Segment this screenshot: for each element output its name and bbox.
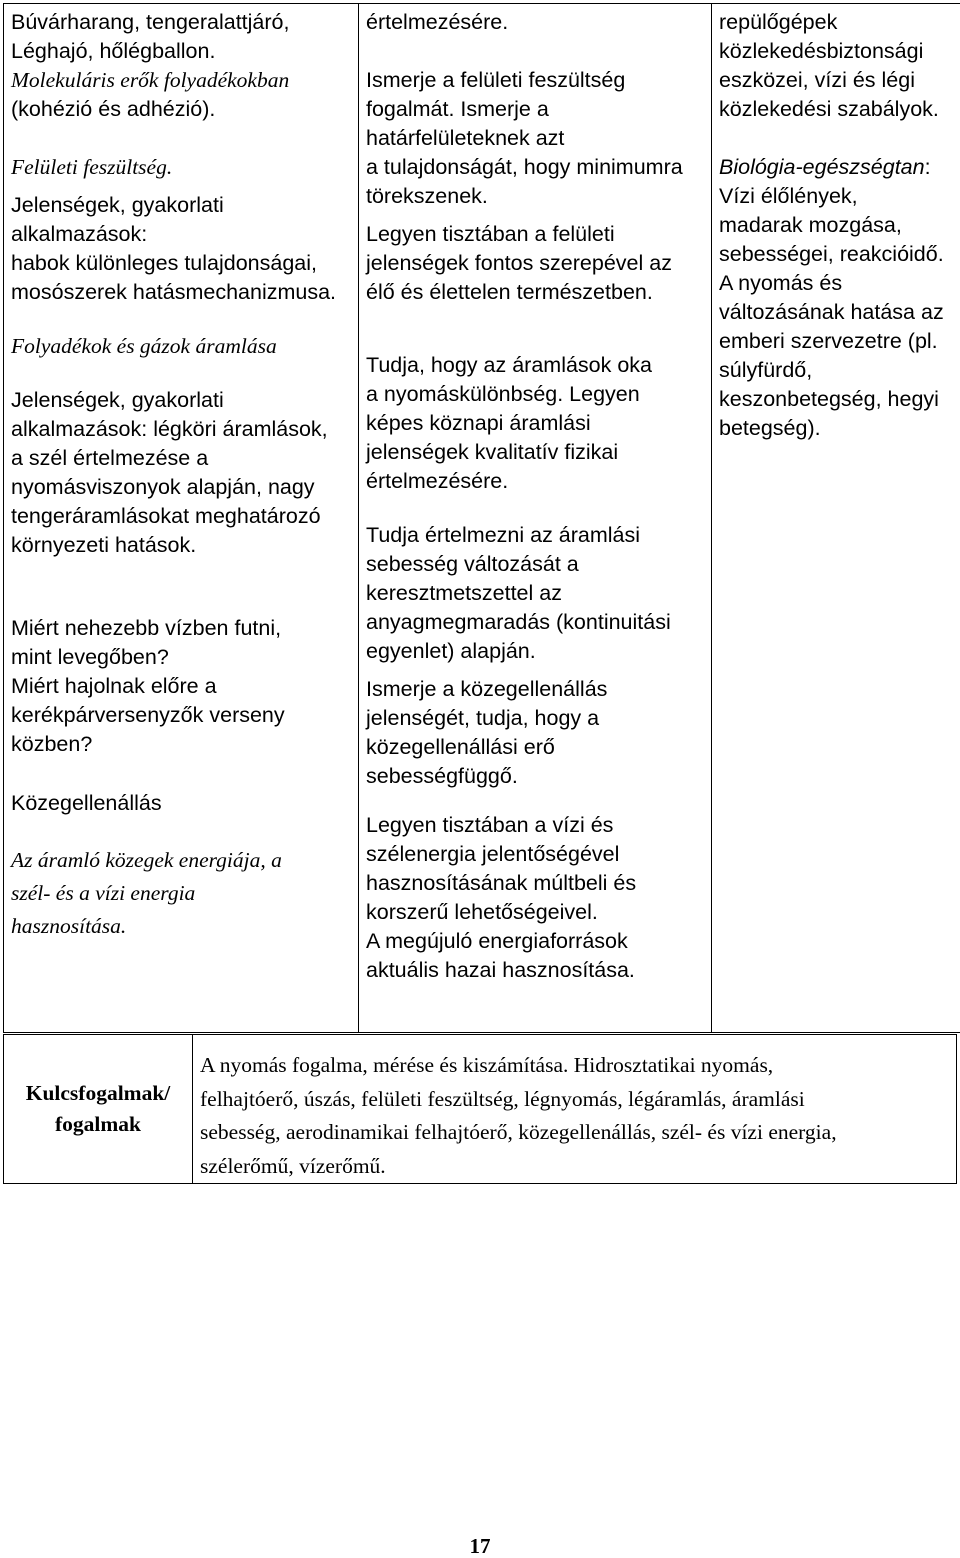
requirement-text: Ismerje a felületi feszültség xyxy=(366,66,705,95)
key-label-line: Kulcsfogalmak/ xyxy=(4,1078,192,1109)
requirement-text: törekszenek. xyxy=(366,182,705,211)
key-concepts-label xyxy=(4,1035,193,1184)
requirement-text: a nyomáskülönbség. Legyen xyxy=(366,380,705,409)
question-text: kerékpárversenyzők verseny xyxy=(11,701,352,730)
connection-text: A nyomás és xyxy=(719,269,954,298)
requirement-text: jelenségét, tudja, hogy a xyxy=(366,704,705,733)
requirement-text: A megújuló energiaforrások xyxy=(366,927,705,956)
topic-text: Közegellenállás xyxy=(11,789,352,818)
requirement-text: sebességfüggő. xyxy=(366,762,705,791)
requirement-text: anyagmegmaradás (kontinuitási xyxy=(366,608,705,637)
requirement-text: élő és élettelen természetben. xyxy=(366,278,705,307)
topic-text: a szél értelmezése a xyxy=(11,444,352,473)
table-row xyxy=(4,4,960,1033)
connection-text: Vízi élőlények, xyxy=(719,182,954,211)
topics-cell xyxy=(4,4,359,1033)
subject-name: Biológia-egészségtan xyxy=(719,155,925,179)
key-text-line: felhajtóerő, úszás, felületi feszültség, légnyomás, légáramlás, áramlási xyxy=(200,1083,948,1117)
requirement-text: hasznosításának múltbeli és xyxy=(366,869,705,898)
connection-text: repülőgépek xyxy=(719,8,954,37)
topic-text: Léghajó, hőlégballon. xyxy=(11,37,352,66)
connection-text: közlekedési szabályok. xyxy=(719,95,954,124)
topic-heading: Folyadékok és gázok áramlása xyxy=(11,332,352,361)
question-text: mint levegőben? xyxy=(11,643,352,672)
requirement-text: sebesség változását a xyxy=(366,550,705,579)
requirement-text: értelmezésére. xyxy=(366,8,705,37)
connection-text: változásának hatása az xyxy=(719,298,954,327)
topic-text: tengeráramlásokat meghatározó xyxy=(11,502,352,531)
requirement-text: képes köznapi áramlási xyxy=(366,409,705,438)
requirement-text: Legyen tisztában a vízi és xyxy=(366,811,705,840)
key-concepts-text xyxy=(193,1035,957,1184)
question-text: közben? xyxy=(11,730,352,759)
topic-text: alkalmazások: légköri áramlások, xyxy=(11,415,352,444)
connection-text: madarak mozgása, xyxy=(719,211,954,240)
requirement-text: jelenségek kvalitatív fizikai xyxy=(366,438,705,467)
connection-text: eszközei, vízi és légi xyxy=(719,66,954,95)
key-concepts-table xyxy=(3,1034,957,1184)
connection-text: sebességei, reakcióidő. xyxy=(719,240,954,269)
requirement-text: határfelületeknek azt xyxy=(366,124,705,153)
curriculum-table xyxy=(3,3,960,1033)
requirement-text: Tudja értelmezni az áramlási xyxy=(366,521,705,550)
topic-heading: Felületi feszültség. xyxy=(11,153,352,182)
requirement-text: korszerű lehetőségeivel. xyxy=(366,898,705,927)
requirement-text: jelenségek fontos szerepével az xyxy=(366,249,705,278)
topic-heading: Molekuláris erők folyadékokban xyxy=(11,66,352,95)
table-row xyxy=(4,1035,957,1184)
subject-colon: : xyxy=(925,155,931,179)
key-text-line: A nyomás fogalma, mérése és kiszámítása. Hidrosztatikai nyomás, xyxy=(200,1049,948,1083)
key-text-line: szélerőmű, vízerőmű. xyxy=(200,1150,948,1184)
requirement-text: aktuális hazai hasznosítása. xyxy=(366,956,705,985)
requirement-text: értelmezésére. xyxy=(366,467,705,496)
topic-text: mosószerek hatásmechanizmusa. xyxy=(11,278,352,307)
subject-link xyxy=(719,153,954,182)
question-text: Miért nehezebb vízben futni, xyxy=(11,614,352,643)
key-label-line: fogalmak xyxy=(4,1109,192,1140)
connection-text: keszonbetegség, hegyi xyxy=(719,385,954,414)
requirement-text: Legyen tisztában a felületi xyxy=(366,220,705,249)
page-number: 17 xyxy=(0,1534,960,1558)
topic-text: habok különleges tulajdonságai, xyxy=(11,249,352,278)
topic-text: Jelenségek, gyakorlati xyxy=(11,386,352,415)
topic-heading: hasznosítása. xyxy=(11,910,352,943)
connection-text: betegség). xyxy=(719,414,954,443)
topic-text: környezeti hatások. xyxy=(11,531,352,560)
connections-cell xyxy=(712,4,960,1033)
requirement-text: egyenlet) alapján. xyxy=(366,637,705,666)
question-text: Miért hajolnak előre a xyxy=(11,672,352,701)
requirement-text: keresztmetszettel az xyxy=(366,579,705,608)
topic-text: Jelenségek, gyakorlati xyxy=(11,191,352,220)
requirements-cell xyxy=(359,4,712,1033)
requirement-text: fogalmát. Ismerje a xyxy=(366,95,705,124)
key-text-line: sebesség, aerodinamikai felhajtóerő, közegellenállás, szél- és vízi energia, xyxy=(200,1116,948,1150)
connection-text: emberi szervezetre (pl. xyxy=(719,327,954,356)
requirement-text: Ismerje a közegellenállás xyxy=(366,675,705,704)
topic-heading: Az áramló közegek energiája, a xyxy=(11,844,352,877)
requirement-text: Tudja, hogy az áramlások oka xyxy=(366,351,705,380)
topic-text: (kohézió és adhézió). xyxy=(11,95,352,124)
topic-text: alkalmazások: xyxy=(11,220,352,249)
topic-heading: szél- és a vízi energia xyxy=(11,877,352,910)
connection-text: súlyfürdő, xyxy=(719,356,954,385)
requirement-text: a tulajdonságát, hogy minimumra xyxy=(366,153,705,182)
requirement-text: szélenergia jelentőségével xyxy=(366,840,705,869)
topic-text: nyomásviszonyok alapján, nagy xyxy=(11,473,352,502)
topic-text: Búvárharang, tengeralattjáró, xyxy=(11,8,352,37)
requirement-text: közegellenállási erő xyxy=(366,733,705,762)
connection-text: közlekedésbiztonsági xyxy=(719,37,954,66)
